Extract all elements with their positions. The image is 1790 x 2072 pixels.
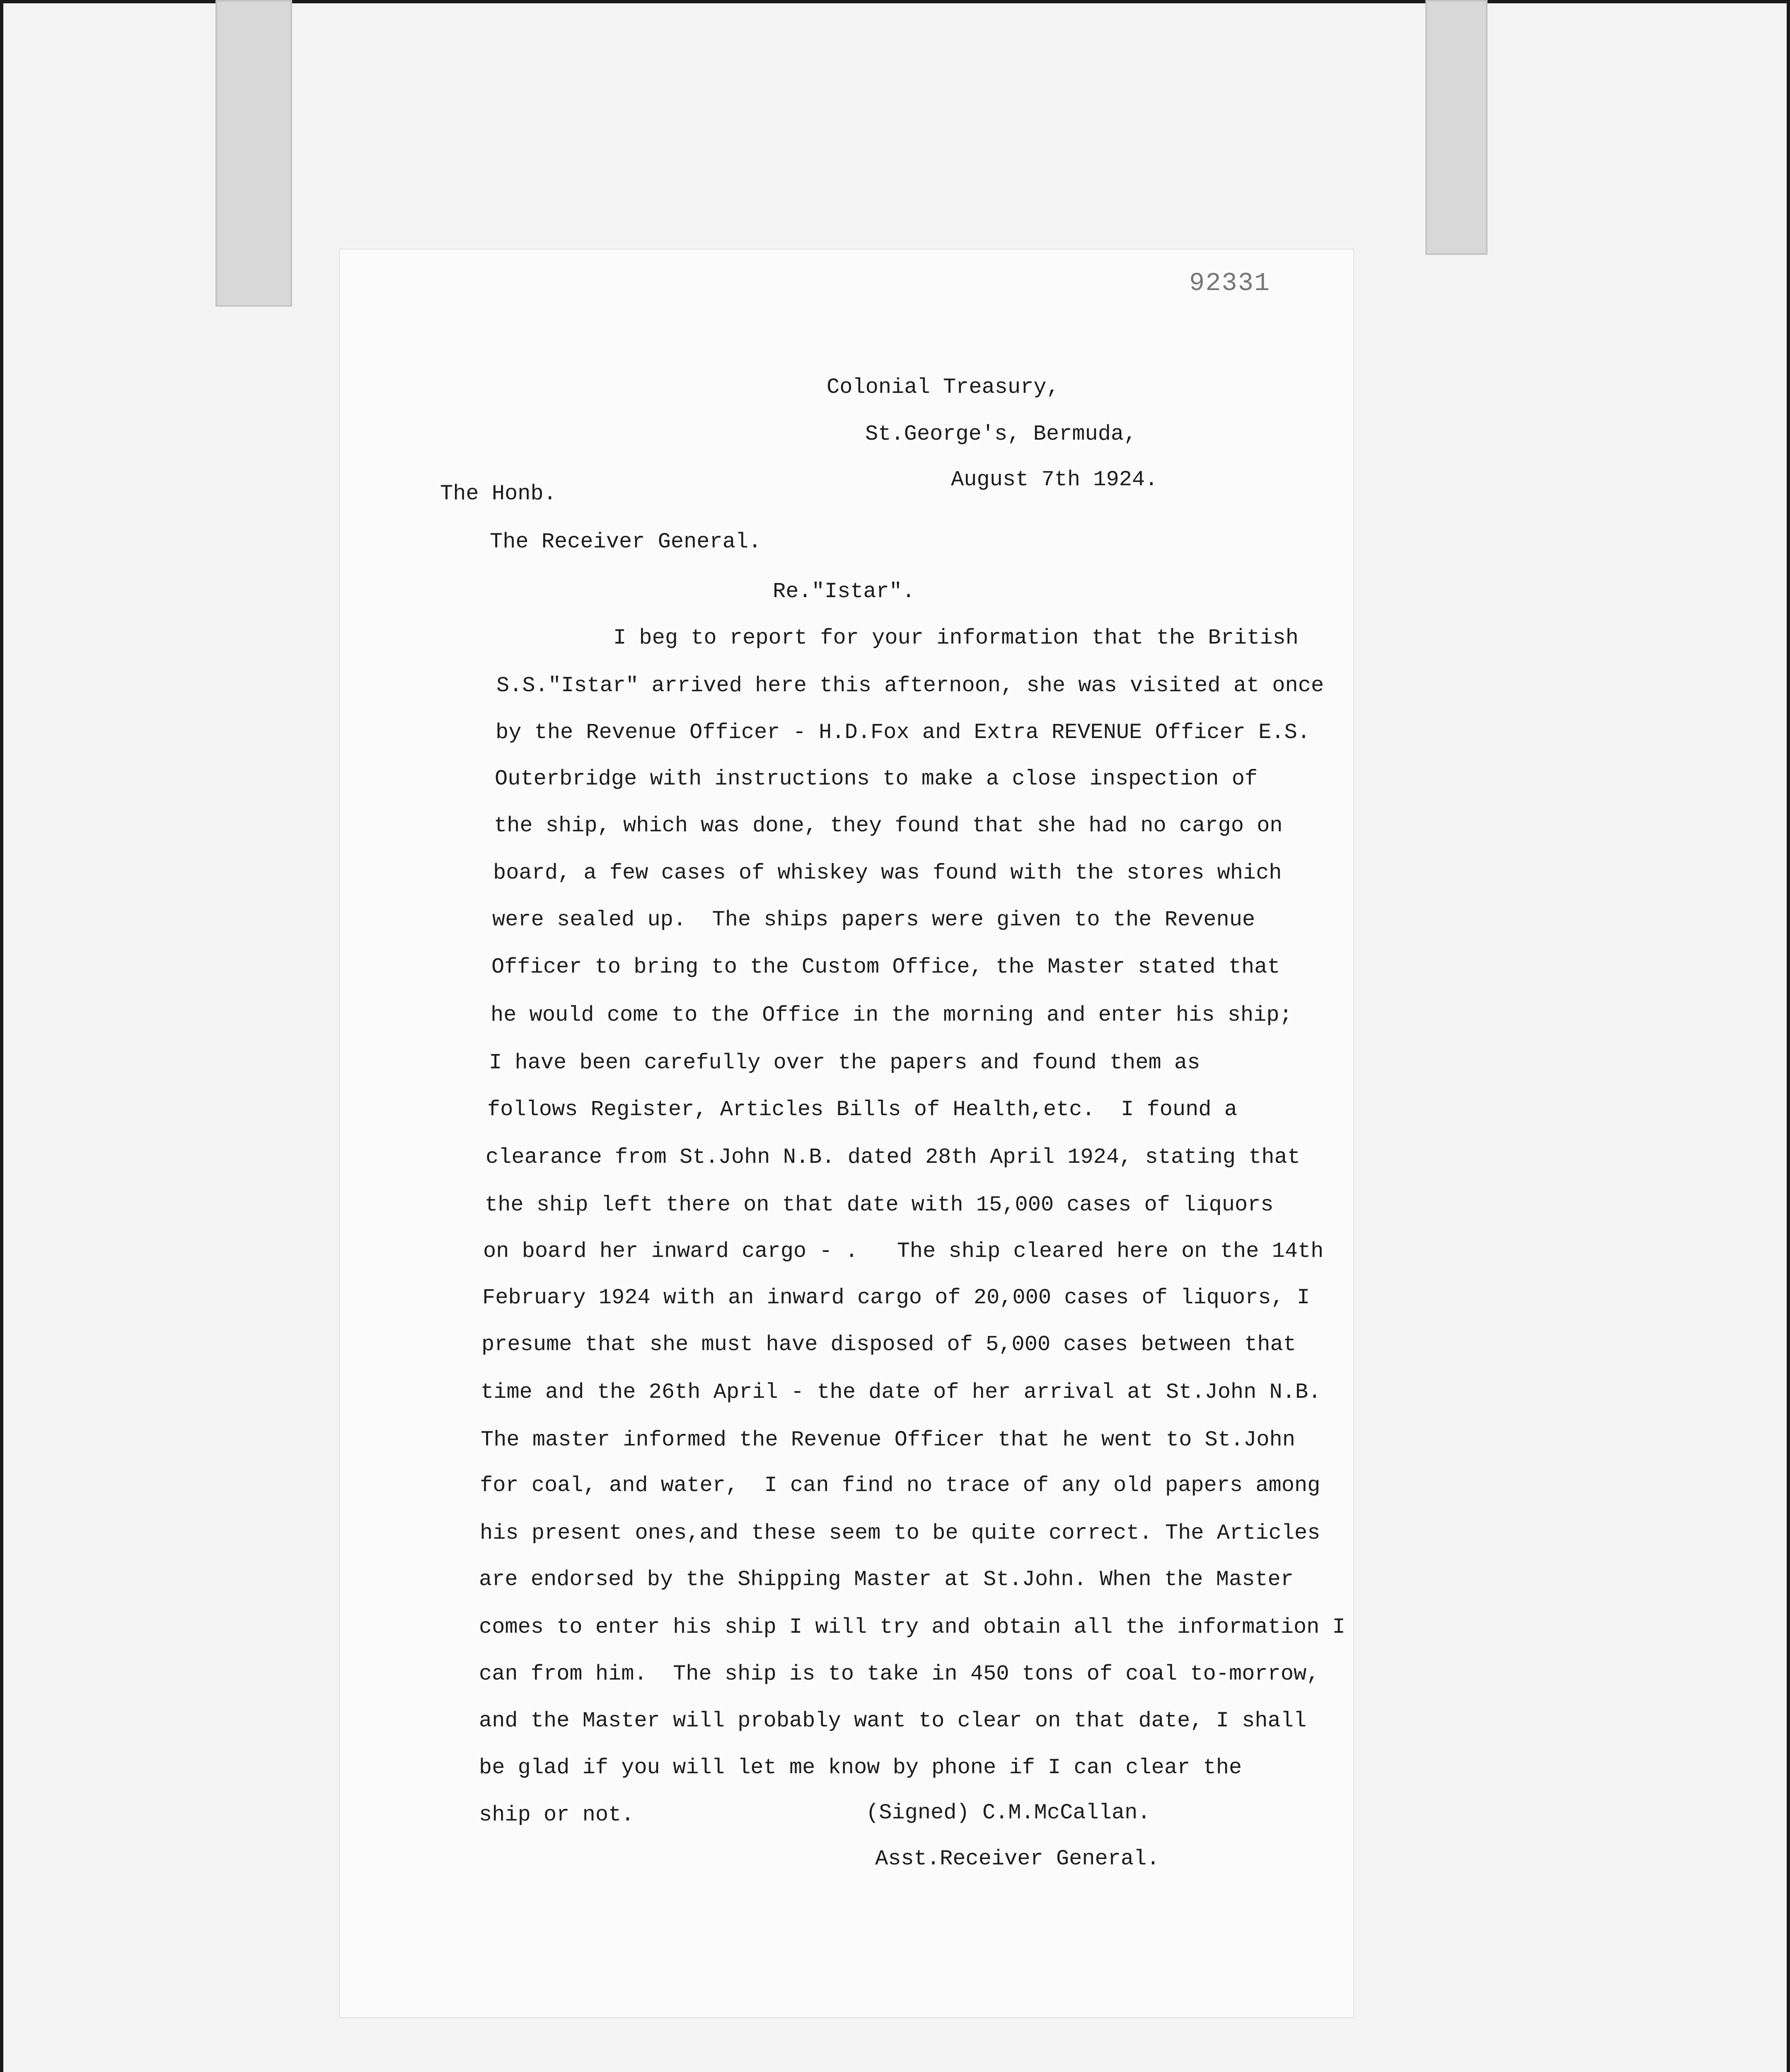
signature-line: (Signed) C.M.McCallan. bbox=[866, 1801, 1151, 1825]
body-line: are endorsed by the Shipping Master at St.John. When the Master bbox=[479, 1567, 1294, 1592]
body-line: I beg to report for your information that the British bbox=[613, 626, 1299, 650]
body-line: Officer to bring to the Custom Office, the Master stated that bbox=[491, 955, 1280, 979]
body-line: S.S."Istar" arrived here this afternoon, she was visited at once bbox=[496, 673, 1324, 698]
body-line: clearance from St.John N.B. dated 28th April 1924, stating that bbox=[486, 1145, 1300, 1169]
body-line: can from him. The ship is to take in 450 tons of coal to-morrow, bbox=[479, 1662, 1320, 1686]
body-line: Outerbridge with instructions to make a close inspection of bbox=[495, 767, 1258, 791]
body-line: the ship left there on that date with 15,000 cases of liquors bbox=[485, 1193, 1274, 1217]
address-line: Colonial Treasury, bbox=[827, 375, 1059, 399]
body-line: for coal, and water, I can find no trace of any old papers among bbox=[480, 1473, 1321, 1498]
salutation-honorific: The Honb. bbox=[440, 482, 556, 506]
body-line: on board her inward cargo - . The ship cleared here on the 14th bbox=[483, 1239, 1324, 1264]
reference-number: 92331 bbox=[1189, 269, 1271, 298]
signature-title: Asst.Receiver General. bbox=[875, 1847, 1160, 1871]
body-line: be glad if you will let me know by phone if I can clear the bbox=[479, 1755, 1242, 1780]
letter-sheet bbox=[339, 249, 1354, 2018]
body-line: and the Master will probably want to clear on that date, I shall bbox=[479, 1709, 1307, 1733]
body-line: the ship, which was done, they found that she had no cargo on bbox=[494, 813, 1283, 838]
address-line: St.George's, Bermuda, bbox=[865, 422, 1137, 446]
body-line: he would come to the Office in the morning and enter his ship; bbox=[491, 1003, 1292, 1027]
letter-date: August 7th 1924. bbox=[951, 467, 1158, 492]
body-line: were sealed up. The ships papers were given to the Revenue bbox=[492, 908, 1255, 932]
mounting-tape-top-left bbox=[215, 0, 292, 307]
body-line: comes to enter his ship I will try and obtain all the information I bbox=[479, 1615, 1345, 1639]
body-line: presume that she must have disposed of 5,000 cases between that bbox=[481, 1332, 1296, 1357]
body-line: February 1924 with an inward cargo of 20,000 cases of liquors, I bbox=[482, 1285, 1310, 1310]
body-line: The master informed the Revenue Officer that he went to St.John bbox=[481, 1428, 1295, 1452]
body-line: time and the 26th April - the date of her arrival at St.John N.B. bbox=[481, 1380, 1321, 1404]
body-line: his present ones,and these seem to be quite correct. The Articles bbox=[480, 1521, 1321, 1545]
mounting-tape-top-right bbox=[1425, 0, 1488, 255]
salutation-recipient: The Receiver General. bbox=[490, 530, 762, 554]
body-line: follows Register, Articles Bills of Health,etc. I found a bbox=[487, 1097, 1237, 1122]
closing-line: ship or not. bbox=[479, 1803, 634, 1827]
body-line: I have been carefully over the papers and found them as bbox=[489, 1051, 1200, 1075]
body-line: by the Revenue Officer - H.D.Fox and Extra REVENUE Officer E.S. bbox=[496, 720, 1310, 745]
body-line: board, a few cases of whiskey was found with the stores which bbox=[493, 861, 1282, 885]
letter-subject: Re."Istar". bbox=[773, 579, 915, 604]
